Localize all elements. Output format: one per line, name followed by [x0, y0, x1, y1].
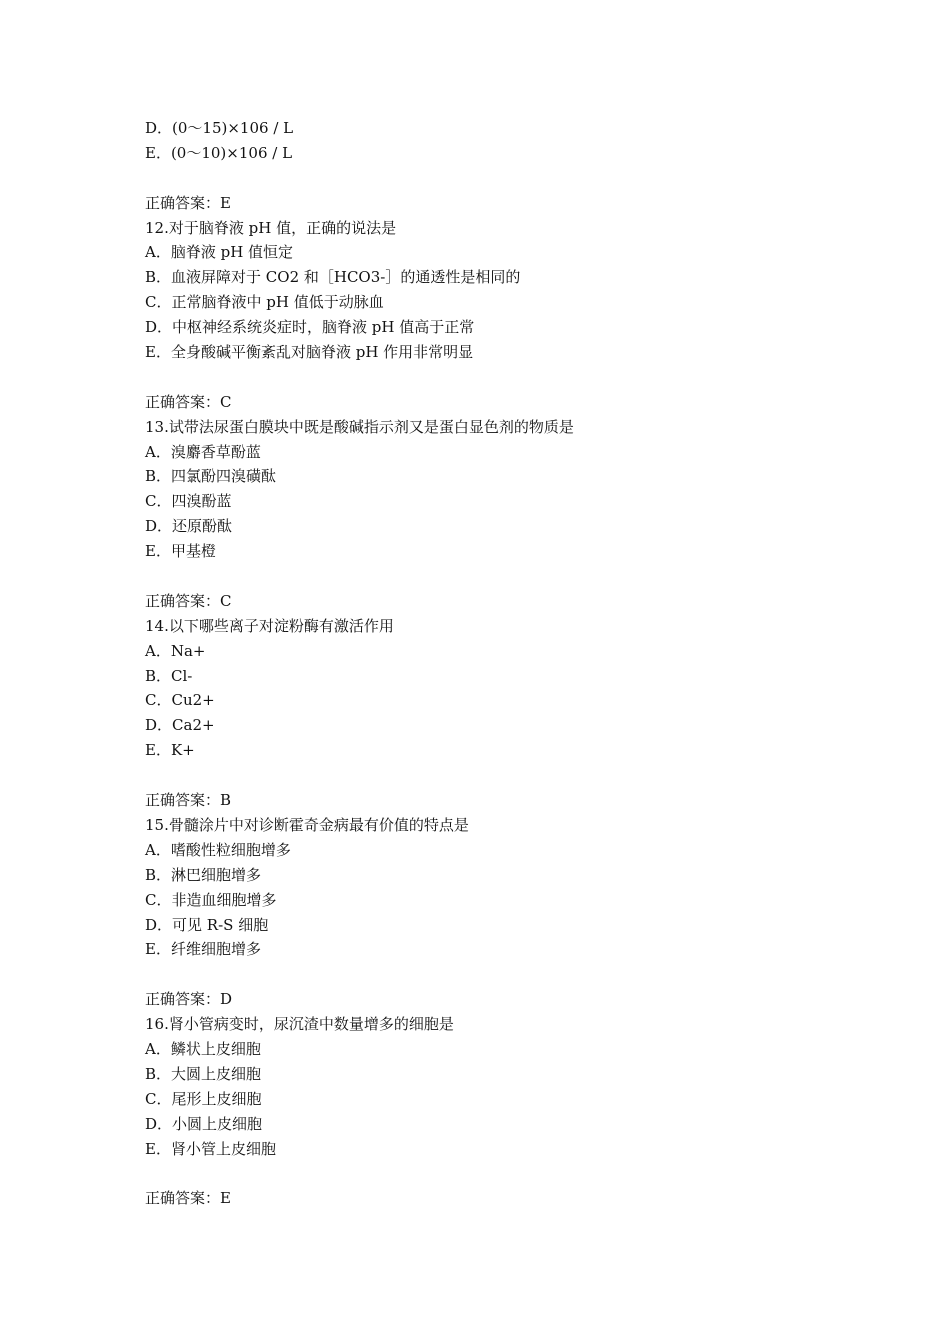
spacer [145, 1161, 845, 1186]
option-line: C．非造血细胞增多 [145, 890, 277, 909]
question-stem: 16.肾小管病变时，尿沉渣中数量增多的细胞是 [145, 1015, 454, 1034]
question-stem: 13.试带法尿蛋白膜块中既是酸碱指示剂又是蛋白显色剂的物质是 [145, 417, 574, 436]
option-line: B．大圆上皮细胞 [145, 1064, 262, 1083]
option-line: B．四氯酚四溴磺酞 [145, 467, 277, 486]
answer-line: 正确答案：E [145, 193, 231, 212]
question-content [145, 116, 845, 1211]
option-line: E．全身酸碱平衡紊乱对脑脊液 pH 作用非常明显 [145, 343, 474, 362]
question-stem: 14.以下哪些离子对淀粉酶有激活作用 [145, 616, 394, 635]
question-stem: 15.骨髓涂片中对诊断霍奇金病最有价值的特点是 [145, 815, 469, 834]
spacer [145, 365, 845, 390]
spacer [145, 962, 845, 987]
spacer [145, 166, 845, 191]
spacer [145, 564, 845, 589]
option-line: A．Na+ [145, 641, 206, 660]
option-line: E．甲基橙 [145, 542, 216, 561]
option-line: A．鳞状上皮细胞 [145, 1039, 261, 1058]
option-line: E．(0～10)×106 / L [145, 143, 293, 162]
option-line: C．尾形上皮细胞 [145, 1089, 262, 1108]
answer-line: 正确答案：C [145, 392, 232, 411]
option-line: B．血液屏障对于 CO2 和［HCO3-］的通透性是相同的 [145, 268, 521, 287]
option-line: D．中枢神经系统炎症时，脑脊液 pH 值高于正常 [145, 318, 475, 337]
option-line: C．四溴酚蓝 [145, 492, 232, 511]
spacer [145, 763, 845, 788]
answer-line: 正确答案：D [145, 990, 233, 1009]
option-line: C．Cu2+ [145, 691, 215, 710]
option-line: A．溴麝香草酚蓝 [145, 442, 261, 461]
option-line: D．可见 R-S 细胞 [145, 915, 269, 934]
option-line: A．嗜酸性粒细胞增多 [145, 840, 291, 859]
option-line: A．脑脊液 pH 值恒定 [145, 243, 294, 262]
answer-line: 正确答案：E [145, 1189, 231, 1208]
option-line: B．淋巴细胞增多 [145, 865, 262, 884]
option-line: C．正常脑脊液中 pH 值低于动脉血 [145, 293, 384, 312]
answer-line: 正确答案：B [145, 791, 232, 810]
option-line: D．(0～15)×106 / L [145, 119, 294, 137]
option-line: D．Ca2+ [145, 716, 215, 735]
option-line: E．K+ [145, 741, 195, 760]
option-line: E．纤维细胞增多 [145, 940, 261, 959]
option-line: B．Cl- [145, 666, 193, 685]
answer-line: 正确答案：C [145, 591, 232, 610]
option-line: E．肾小管上皮细胞 [145, 1139, 276, 1158]
option-line: D．小圆上皮细胞 [145, 1114, 263, 1133]
option-line: D．还原酚酞 [145, 517, 233, 536]
question-stem: 12.对于脑脊液 pH 值，正确的说法是 [145, 218, 397, 237]
